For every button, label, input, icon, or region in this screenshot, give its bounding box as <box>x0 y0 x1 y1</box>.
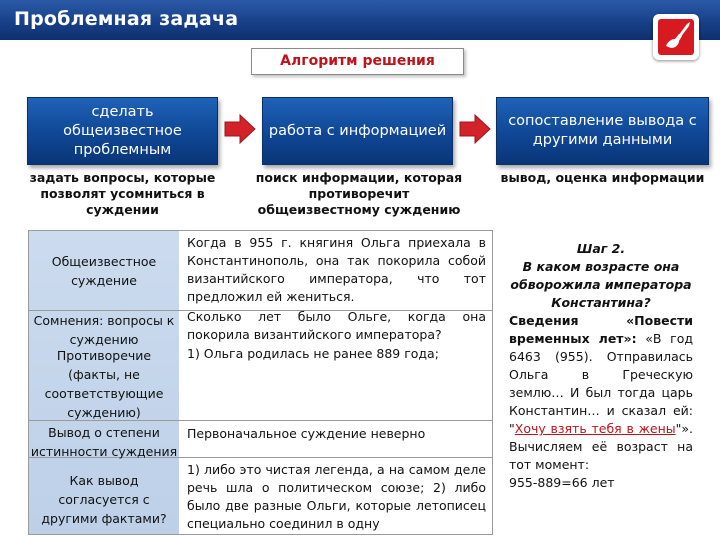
quote-text: «В год 6463 (955). Отправилась Ольга в Греческую землю… И был тогда царь Константин… и сказал ей: " <box>509 331 693 436</box>
step-2-title: Шаг 2. <box>576 241 626 256</box>
table-row-content: Первоначальное суждение неверно <box>187 426 426 441</box>
step-box-3: сопоставление вывода с другими данными <box>496 97 709 165</box>
step-2-description: поиск информации, которая противоречит общеизвестному суждению <box>255 170 463 217</box>
table-row-content: 1) Ольга родилась не ранее 889 года; <box>187 346 439 361</box>
table-row-label: Общеизвестное суждение <box>51 254 157 288</box>
step-1-description: задать вопросы, которые позволят усомниться в суждении <box>29 170 216 217</box>
table-row-label: Вывод о степени истинности суждения <box>30 425 178 459</box>
age-calculation: 955-889=66 лет <box>509 475 615 490</box>
arrow-right-icon <box>459 113 491 145</box>
chronicle-quote <box>509 312 693 492</box>
step-3-description: вывод, оценка информации <box>500 170 705 185</box>
table-row-content: 1) либо это чистая легенда, а на самом деле речь шла о политическом союзе; 2) либо было две разные Ольги, которые летописец специально соединил в одну <box>187 462 486 531</box>
header-bar <box>0 0 720 40</box>
quote-text-end: "». Вычисляем её возраст на тот момент: <box>509 421 693 472</box>
table-row-content: Когда в 955 г. княгиня Ольга приехала в Константинополь, она так покорила собой византийского императора, что тот предложил ей жениться. <box>187 235 486 304</box>
table-row-label: Сомнения: вопросы к суждению <box>33 313 175 347</box>
hand-pen-logo <box>653 14 699 60</box>
step-2-question: В каком возрасте она обворожила императора Константина? <box>510 259 692 310</box>
table-row-label: Противоречие (факты, не соответствующие суждению) <box>44 348 164 420</box>
hand-pen-icon <box>658 19 694 55</box>
quote-link[interactable]: Хочу взять тебя в жены <box>514 421 676 436</box>
table-row-content: Сколько лет было Ольге, когда она покорила византийского императора? <box>187 309 486 342</box>
table-row-label: Как вывод согласуется с другими фактами? <box>41 473 167 526</box>
analysis-table <box>28 230 493 535</box>
page-title: Проблемная задача <box>14 8 239 30</box>
arrow-right-icon <box>224 113 256 145</box>
step-box-2: работа с информацией <box>262 97 453 165</box>
algorithm-title: Алгоритм решения <box>251 48 464 75</box>
source-label: Сведения «Повести временных лет»: <box>509 313 693 346</box>
step-2-panel <box>509 240 693 492</box>
step-box-1: сделать общеизвестное проблемным <box>27 97 218 165</box>
